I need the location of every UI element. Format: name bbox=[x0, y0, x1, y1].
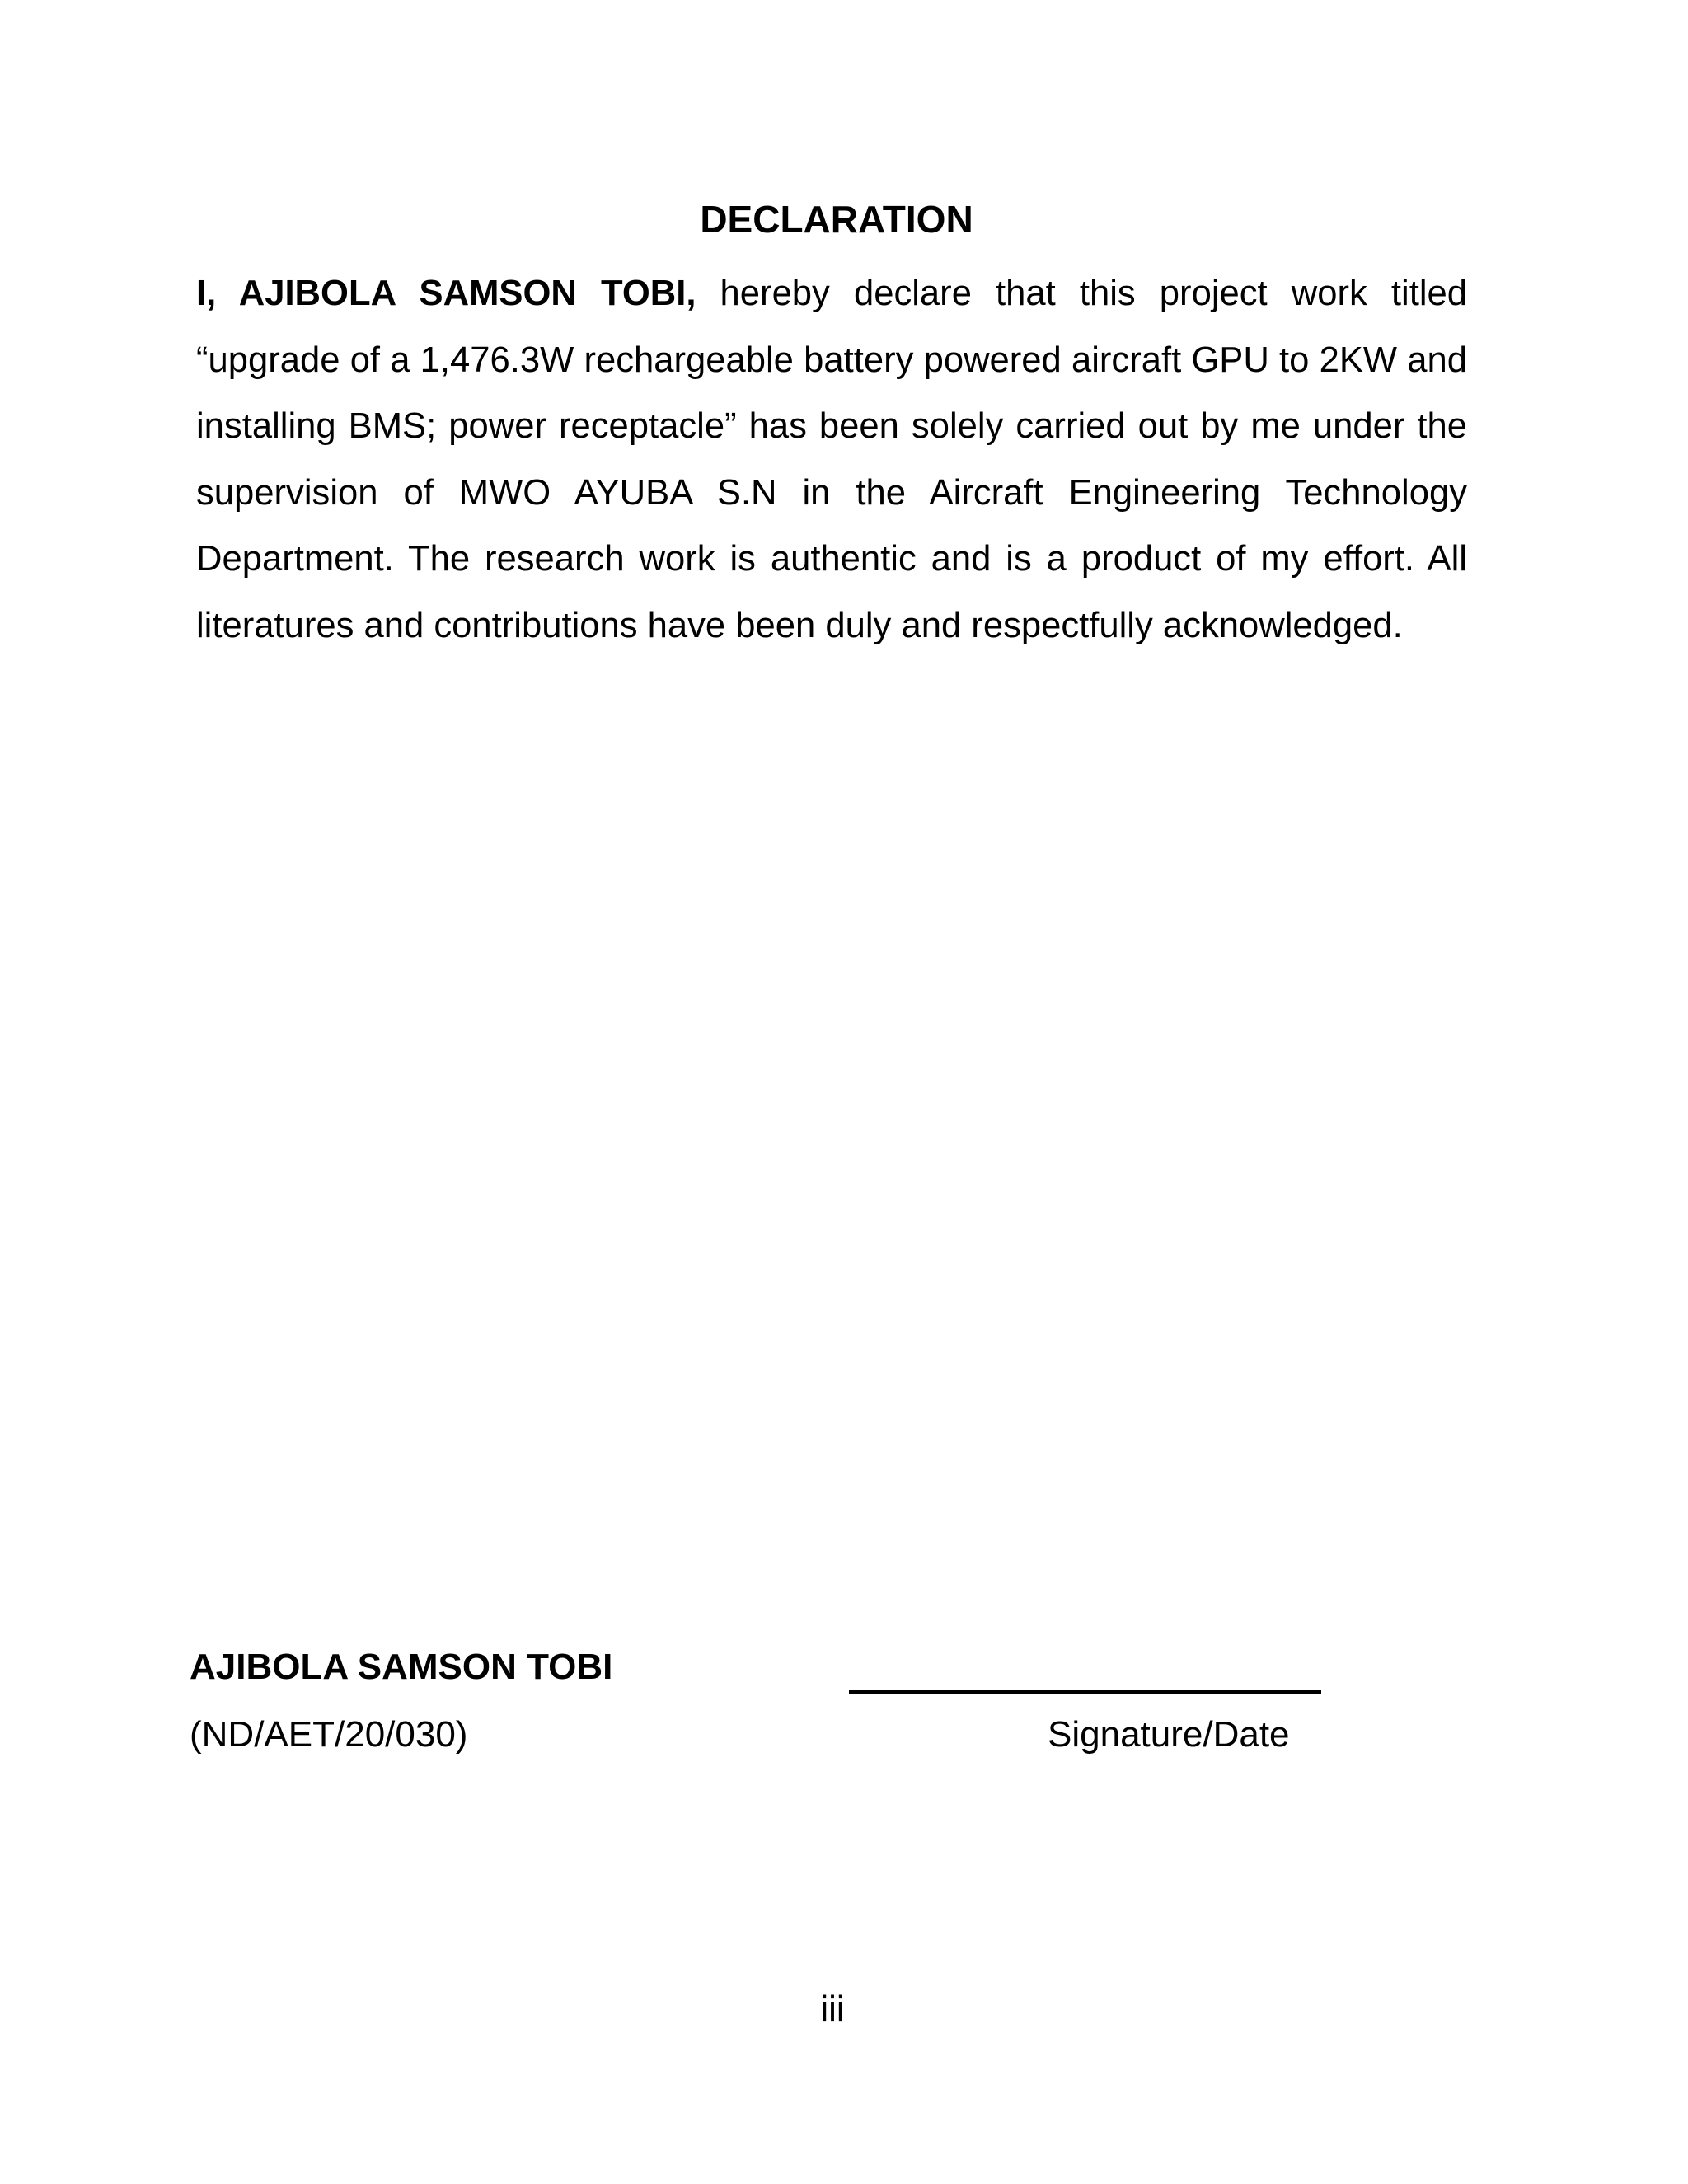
declaration-text: hereby declare that this project work titled “upgrade of a 1,476.3W rechargeable battery powered aircraft GPU to 2KW and installing BMS; power receptacle” has been solely carried out by me under the supervision of MWO AYUBA S.N in the Aircraft Engineering Technology Department. The research work is authentic and is a product of my effort. All literatures and contributions have been duly and respectfully acknowledged. bbox=[196, 274, 1467, 645]
declarant-name: I, AJIBOLA SAMSON TOBI, bbox=[196, 274, 696, 313]
page-number: iii bbox=[820, 1989, 845, 2029]
page-title: DECLARATION bbox=[700, 198, 973, 241]
signatory-name: AJIBOLA SAMSON TOBI bbox=[190, 1647, 613, 1687]
signature-date-label: Signature/Date bbox=[1048, 1714, 1290, 1755]
declaration-paragraph bbox=[196, 260, 1467, 658]
signature-line bbox=[849, 1690, 1321, 1694]
signatory-id: (ND/AET/20/030) bbox=[190, 1714, 468, 1755]
